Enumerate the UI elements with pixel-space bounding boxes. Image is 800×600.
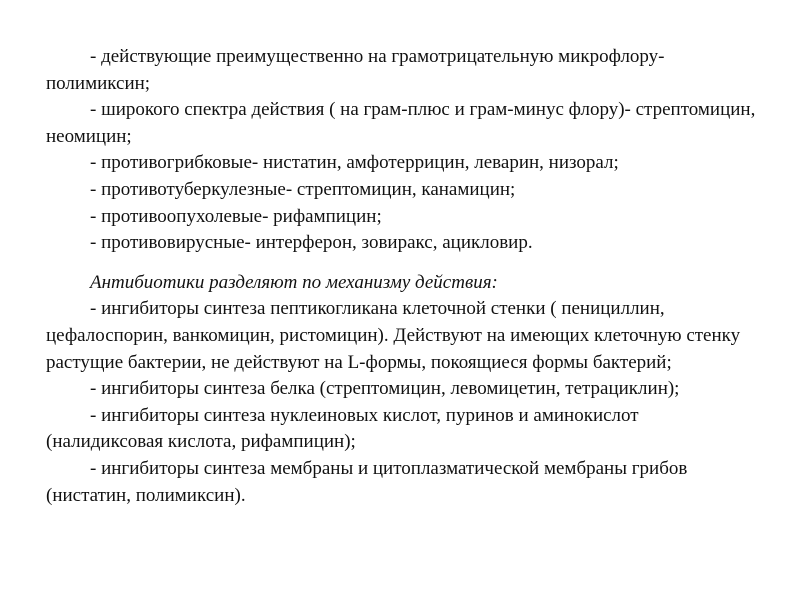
- list-item: - ингибиторы синтеза пептикогликана клеточной стенки ( пенициллин, цефалоспорин, ванкомицин, ристомицин). Действуют на имеющих клеточную стенку растущие бактерии, не действуют на L-формы, покоящиеся формы бактерий;: [46, 298, 741, 373]
- list-item: - ингибиторы синтеза белка (стрептомицин, левомицетин, тетрациклин);: [90, 378, 680, 400]
- paragraph-gap: [46, 257, 760, 270]
- list-item: - действующие преимущественно на грамотрицательную микрофлору- полимиксин;: [46, 46, 665, 94]
- list-item: - противоопухолевые- рифампицин;: [90, 205, 382, 227]
- list-item: - противовирусные- интерферон, зовиракс, ацикловир.: [90, 232, 533, 254]
- list-item: - противогрибковые- нистатин, амфотеррицин, леварин, низорал;: [90, 152, 619, 174]
- list-item: - ингибиторы синтеза нуклеиновых кислот, пуринов и аминокислот (налидиксовая кислота, рифампицин);: [46, 404, 639, 453]
- list-item: - ингибиторы синтеза мембраны и цитоплазматической мембраны грибов (нистатин, полимиксин).: [46, 457, 688, 506]
- list-item: - противотуберкулезные- стрептомицин, канамицин;: [90, 178, 516, 200]
- list-item: - широкого спектра действия ( на грам-плюс и грам-минус флору)- стрептомицин, неомицин;: [46, 99, 756, 147]
- section-heading: Антибиотики разделяют по механизму действия:: [90, 271, 498, 293]
- section-mechanism: [46, 270, 760, 509]
- section-spectrum-list: [46, 44, 760, 257]
